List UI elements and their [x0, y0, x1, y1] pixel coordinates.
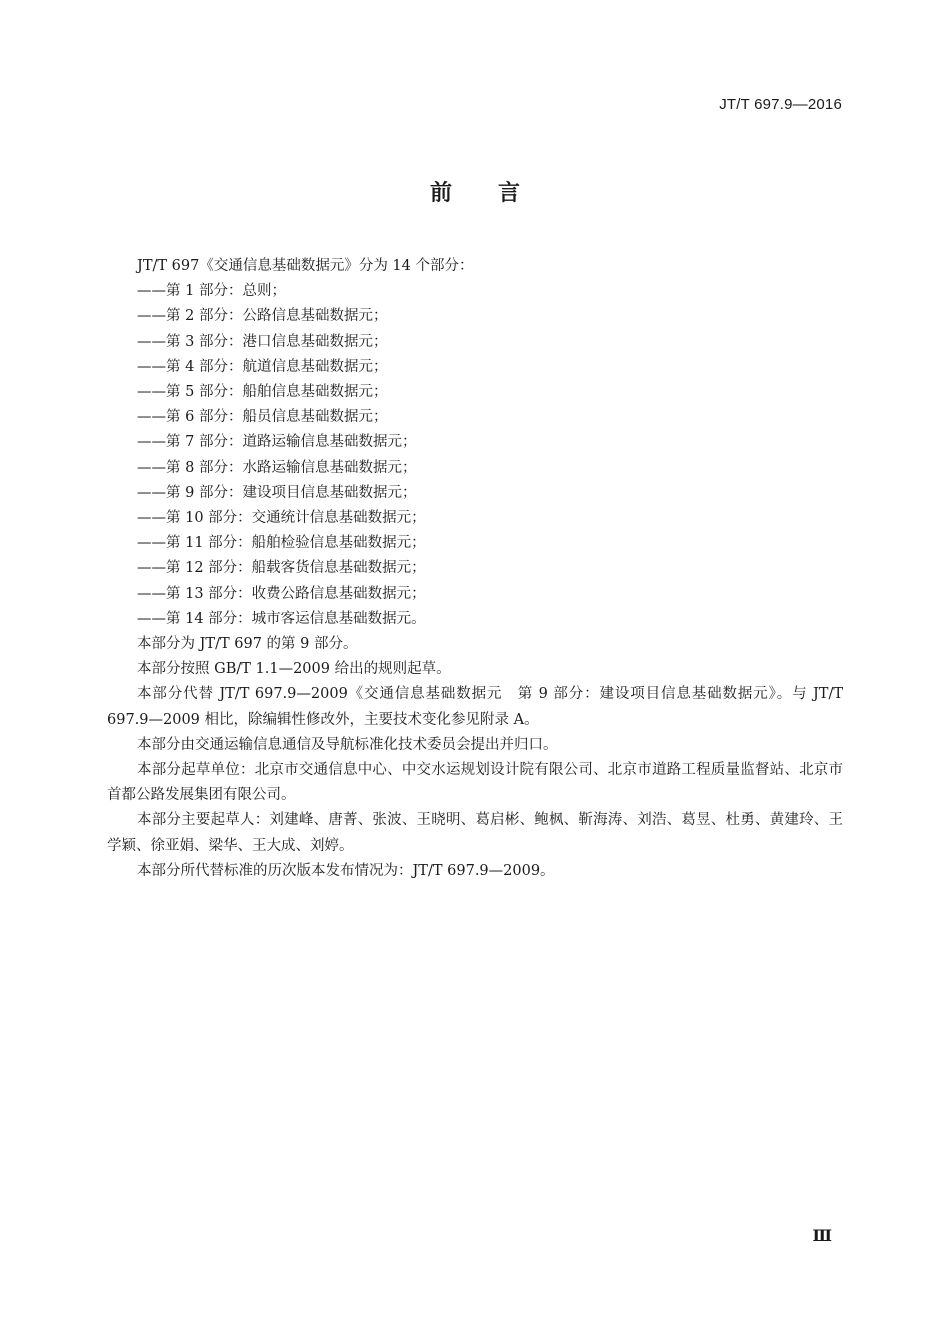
paragraph-part-number: 本部分为 JT/T 697 的第 9 部分。	[137, 636, 358, 653]
paragraph-drafting-rules: 本部分按照 GB/T 1.1—2009 给出的规则起草。	[137, 661, 451, 678]
list-item: ——第 11 部分：船舶检验信息基础数据元；	[137, 535, 426, 552]
parts-list	[107, 279, 843, 632]
list-item: ——第 7 部分：道路运输信息基础数据元；	[137, 434, 417, 451]
list-item: ——第 4 部分：航道信息基础数据元；	[137, 358, 388, 375]
paragraph-history: 本部分所代替标准的历次版本发布情况为：JT/T 697.9—2009。	[137, 862, 555, 879]
paragraph-replacement: 本部分代替 JT/T 697.9—2009《交通信息基础数据元 第 9 部分：建设项目信息基础数据元》。与 JT/T 697.9—2009 相比，除编辑性修改外，主要技术变化参见附录 A。	[107, 686, 843, 728]
document-body	[107, 254, 843, 884]
list-item: ——第 13 部分：收费公路信息基础数据元；	[137, 585, 426, 602]
page-title: 前言	[429, 181, 566, 206]
list-item: ——第 5 部分：船舶信息基础数据元；	[137, 384, 388, 401]
list-item: ——第 14 部分：城市客运信息基础数据元。	[137, 610, 426, 627]
standard-code: JT/T 697.9—2016	[719, 96, 842, 113]
page-number: Ⅲ	[812, 1226, 832, 1245]
list-item: ——第 8 部分：水路运输信息基础数据元；	[137, 459, 417, 476]
list-item: ——第 12 部分：船载客货信息基础数据元；	[137, 560, 426, 577]
list-item: ——第 3 部分：港口信息基础数据元；	[137, 333, 388, 350]
list-item: ——第 1 部分：总则；	[137, 283, 286, 300]
list-item: ——第 10 部分：交通统计信息基础数据元；	[137, 510, 426, 527]
list-item: ——第 2 部分：公路信息基础数据元；	[137, 308, 388, 325]
list-item: ——第 9 部分：建设项目信息基础数据元；	[137, 484, 417, 501]
paragraph-proposer: 本部分由交通运输信息通信及导航标准化技术委员会提出并归口。	[137, 736, 558, 753]
intro-line: JT/T 697《交通信息基础数据元》分为 14 个部分：	[137, 258, 474, 274]
paragraph-drafters: 本部分主要起草人：刘建峰、唐菁、张波、王晓明、葛启彬、鲍枫、靳海涛、刘浩、葛昱、杜勇、黄建玲、王学颖、徐亚娟、梁华、王大成、刘婷。	[107, 812, 843, 854]
paragraph-drafting-units: 本部分起草单位：北京市交通信息中心、中交水运规划设计院有限公司、北京市道路工程质量监督站、北京市首都公路发展集团有限公司。	[107, 762, 843, 804]
list-item: ——第 6 部分：船员信息基础数据元；	[137, 409, 388, 426]
